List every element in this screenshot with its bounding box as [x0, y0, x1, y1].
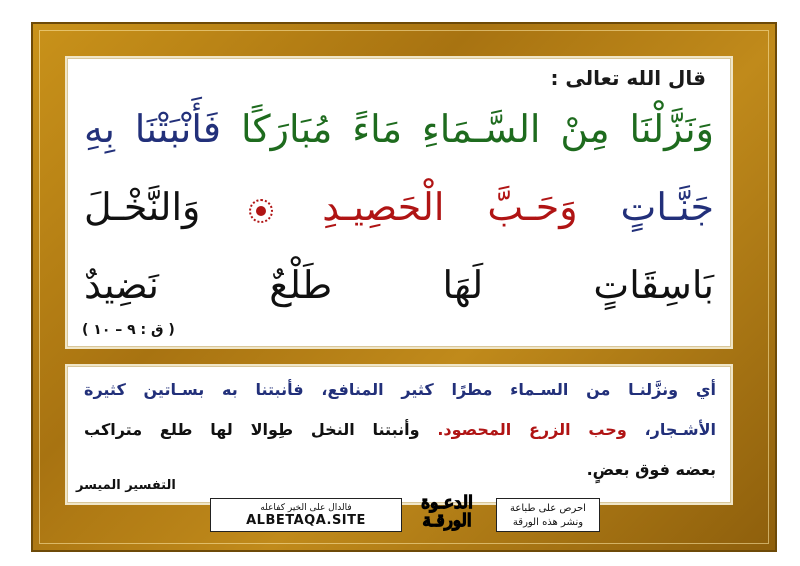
site-url: ALBETAQA.SITE [246, 513, 366, 528]
logo-line-2: الورقـة [422, 511, 472, 531]
tafsir-line-2 [84, 420, 716, 439]
verse-segment: وَنَزَّلْنَا مِنْ السَّـمَاءِ مَاءً مُبَارَكًا [240, 107, 714, 151]
ayah-end-marker-icon [249, 199, 273, 223]
verse-segment: وَحَـبَّ الْحَصِيـدِ [322, 185, 578, 229]
tafsir-line-3 [84, 460, 716, 479]
verse-segment: فَأَنْبَتْنَا بِهِ [84, 107, 222, 151]
tafsir-segment: أي ونزَّلنـا من السـماء مطرًا كثير المنافع، [321, 380, 717, 399]
dawa-logo [404, 494, 490, 534]
tafsir-segment: وأنبتنا النخل طِوالا لها طلع متراكب [84, 420, 420, 439]
verse-line-2 [84, 185, 714, 229]
tafsir-segment: فأنبتنا به بسـاتين كثيرة [84, 380, 304, 399]
print-note-line-1: احرص على طباعة [510, 503, 586, 514]
tafsir-segment: بعضه فوق بعضٍ. [586, 460, 716, 479]
verse-intro: قال الله تعالى : [550, 66, 706, 90]
site-box [210, 498, 402, 532]
verse-line-3 [84, 263, 714, 307]
verse-segment: وَالنَّخْـلَ [84, 185, 201, 229]
logo-line-1: الدعـوة [421, 493, 473, 513]
tafsir-segment: الأشـجار، [644, 420, 716, 439]
print-note-line-2: ونشر هذه الورقة [512, 517, 584, 528]
tafsir-line-1 [84, 380, 716, 399]
print-note-box [496, 498, 600, 532]
surah-reference: ( ق : ٩ – ١٠ ) [82, 322, 175, 338]
verse-segment: بَاسِقَاتٍ لَهَا طَلْعٌ نَضِيدٌ [84, 263, 714, 307]
verse-segment: جَنَّـاتٍ [620, 185, 714, 229]
tafsir-source: التفسير الميسر [76, 478, 176, 493]
deed-note: فالدال على الخير كفاعله [260, 503, 352, 513]
verse-line-1 [84, 107, 714, 151]
tafsir-segment: وحب الزرع المحصود. [437, 420, 627, 439]
